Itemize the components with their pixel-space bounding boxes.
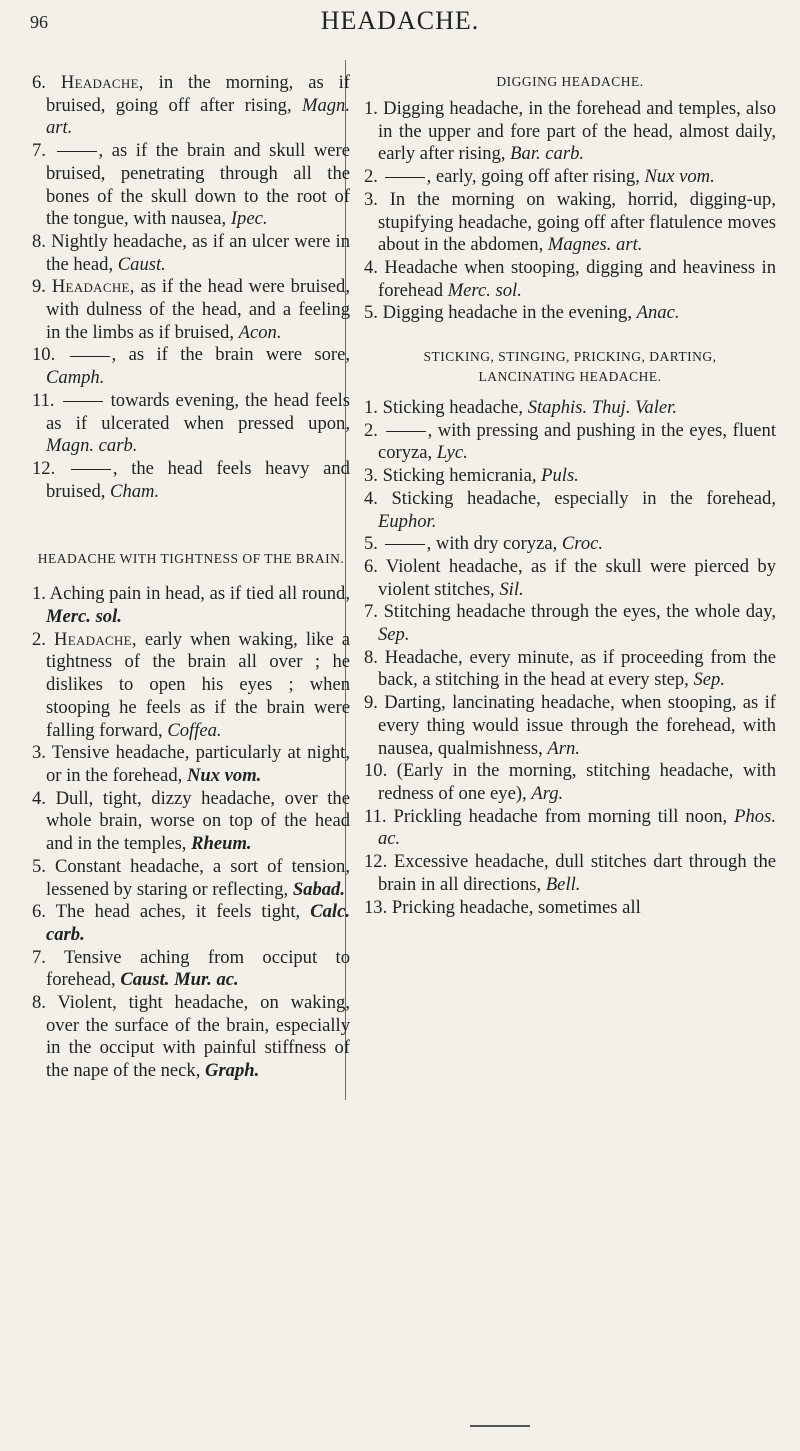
running-head: HEADACHE.	[320, 6, 480, 35]
entry-left-7: 7. , as if the brain and skull were bruised, penetrating through all the bones of the skull down to the root of the tongue, with nausea, Ipec.	[32, 140, 350, 230]
entry-stick-11: 11. Prickling headache from morning till noon, Phos. ac.	[364, 805, 776, 850]
ditto-dash	[386, 431, 426, 432]
entry-stick-7: 7. Stitching headache through the eyes, the whole day, Sep.	[364, 601, 776, 646]
entry-tight-5: 5. Constant headache, a sort of tension, lessened by staring or reflecting, Sabad.	[32, 855, 350, 900]
entry-tight-3: 3. Tensive headache, particularly at night, or in the forehead, Nux vom.	[32, 742, 350, 786]
bottom-printer-mark	[470, 1425, 530, 1427]
section-title-digging: DIGGING HEADACHE.	[496, 74, 644, 89]
entry-stick-4: 4. Sticking headache, especially in the forehead, Euphor.	[364, 487, 776, 532]
entry-left-12: 12. , the head feels heavy and bruised, Cham.	[32, 457, 350, 502]
entry-dig-3: 3. In the morning on waking, horrid, digging-up, stupifying headache, going off after flatulence moves about in the abdomen, Magnes. art.	[364, 188, 776, 256]
entry-left-11: 11. towards evening, the head feels as if ulcerated when pressed upon, Magn. carb.	[32, 389, 350, 457]
entry-stick-9: 9. Darting, lancinating headache, when stooping, as if every thing would issue through the forehead, with nausea, qualmishness, Arn.	[364, 692, 776, 759]
entry-tight-8: 8. Violent, tight headache, on waking, over the surface of the brain, especially in the occiput with painful stiffness of the nape of the neck, Graph.	[32, 992, 350, 1082]
entry-stick-12: 12. Excessive headache, dull stitches dart through the brain in all directions, Bell.	[364, 851, 776, 895]
entry-left-9: 9. Headache, as if the head were bruised, with dulness of the head, and a feeling in the limbs as if bruised, Acon.	[32, 276, 350, 343]
entry-left-8: 8. Nightly headache, as if an ulcer were in the head, Caust.	[32, 230, 350, 275]
section-title-tightness: HEADACHE WITH TIGHTNESS OF THE BRAIN.	[37, 551, 345, 567]
entry-stick-5: 5. , with dry coryza, Croc.	[364, 533, 604, 555]
entry-tight-2: 2. Headache, early when waking, like a tightness of the brain all over ; he dislikes to open his eyes ; when stooping he feels as if the brain were falling forward, Coffea.	[32, 628, 350, 741]
entry-dig-5: 5. Digging headache in the evening, Anac.	[364, 302, 680, 324]
entry-tight-1: 1. Aching pain in head, as if tied all round, Merc. sol.	[32, 583, 350, 628]
page-number: 96	[30, 12, 48, 32]
entry-tight-6: 6. The head aches, it feels tight, Calc. carb.	[32, 901, 350, 945]
entry-dig-1: 1. Digging headache, in the forehead and temples, also in the upper and fore part of the head, almost daily, early after rising, Bar. carb.	[364, 98, 776, 165]
left-column	[32, 72, 350, 1083]
page-header	[0, 6, 800, 36]
ditto-dash	[63, 401, 103, 402]
entry-tight-4: 4. Dull, tight, dizzy headache, over the whole brain, worse on top of the head and in the temples, Rheum.	[32, 787, 350, 855]
entry-dig-4: 4. Headache when stooping, digging and heaviness in forehead Merc. sol.	[364, 256, 776, 301]
entry-stick-1: 1. Sticking headache, Staphis. Thuj. Valer.	[364, 397, 677, 419]
entry-stick-13: 13. Pricking headache, sometimes all	[364, 896, 641, 918]
ditto-dash	[385, 177, 425, 178]
entry-stick-2: 2. , with pressing and pushing in the eyes, fluent coryza, Lyc.	[364, 419, 776, 464]
entry-dig-2: 2. , early, going off after rising, Nux vom.	[364, 166, 715, 188]
ditto-dash	[57, 151, 97, 152]
entry-left-6: 6. Headache, in the morning, as if bruised, going off after rising, Magn. art.	[32, 72, 350, 139]
section-title-sticking-line2: LANCINATING HEADACHE.	[478, 369, 662, 385]
right-column	[364, 72, 776, 919]
ditto-dash	[70, 356, 110, 357]
entry-stick-6: 6. Violent headache, as if the skull were pierced by violent stitches, Sil.	[364, 555, 776, 600]
entry-stick-8: 8. Headache, every minute, as if proceeding from the back, a stitching in the head at every step, Sep.	[364, 646, 776, 691]
ditto-dash	[71, 469, 111, 470]
entry-tight-7: 7. Tensive aching from occiput to forehead, Caust. Mur. ac.	[32, 946, 350, 991]
ditto-dash	[385, 544, 425, 545]
entry-stick-10: 10. (Early in the morning, stitching headache, with redness of one eye), Arg.	[364, 760, 776, 804]
entry-stick-3: 3. Sticking hemicrania, Puls.	[364, 465, 579, 487]
entry-left-10: 10. , as if the brain were sore, Camph.	[32, 344, 350, 389]
section-title-sticking-line1: STICKING, STINGING, PRICKING, DARTING,	[423, 349, 717, 365]
